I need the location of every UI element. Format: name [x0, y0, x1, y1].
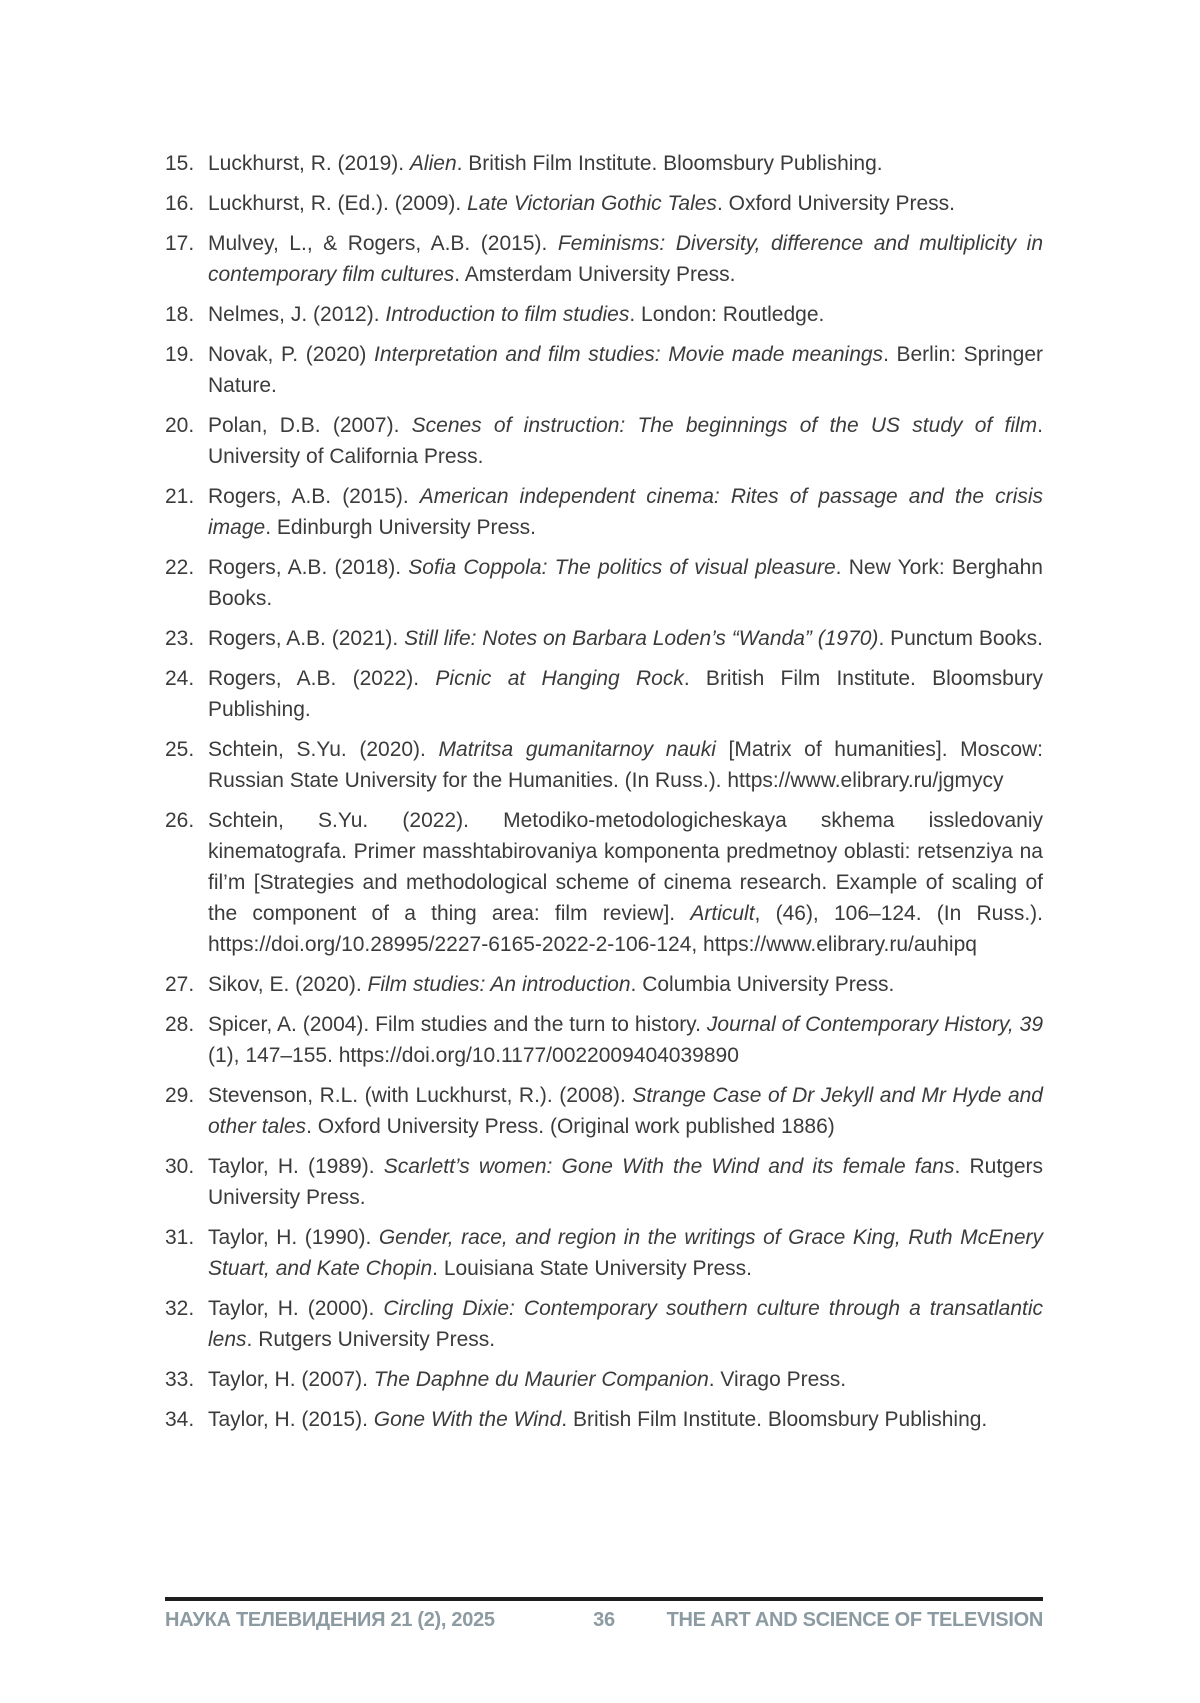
- reference-text: Rogers, A.B. (2021). Still life: Notes on Barbara Loden’s “Wanda” (1970). Punctum Books.: [208, 627, 1044, 650]
- reference-item: [165, 228, 1043, 290]
- reference-number: 29.: [165, 1084, 195, 1107]
- reference-item: [165, 1404, 1043, 1435]
- reference-text: Nelmes, J. (2012). Introduction to film studies. London: Routledge.: [208, 303, 825, 326]
- reference-number: 24.: [165, 667, 195, 690]
- reference-item: [165, 1364, 1043, 1395]
- reference-number: 19.: [165, 343, 195, 366]
- reference-text: Taylor, H. (1990). Gender, race, and region in the writings of Grace King, Ruth McEnery Stuart, and Kate Chopin. Louisiana State University Press.: [208, 1226, 1043, 1280]
- reference-item: [165, 148, 1043, 179]
- reference-number: 15.: [165, 152, 195, 175]
- reference-text: Taylor, H. (2015). Gone With the Wind. British Film Institute. Bloomsbury Publishing.: [208, 1408, 988, 1431]
- reference-number: 25.: [165, 738, 195, 761]
- reference-number: 23.: [165, 627, 195, 650]
- footer-rule: [165, 1597, 1043, 1601]
- reference-item: [165, 188, 1043, 219]
- reference-text: Novak, P. (2020) Interpretation and film studies: Movie made meanings. Berlin: Springer Nature.: [208, 343, 1044, 397]
- reference-item: [165, 552, 1043, 614]
- reference-item: [165, 805, 1043, 960]
- reference-item: [165, 663, 1043, 725]
- reference-number: 26.: [165, 809, 195, 832]
- reference-number: 22.: [165, 556, 195, 579]
- reference-text: Polan, D.B. (2007). Scenes of instruction: The beginnings of the US study of film. University of California Press.: [208, 414, 1043, 468]
- reference-item: [165, 1080, 1043, 1142]
- footer-page-number: 36: [593, 1609, 615, 1631]
- reference-text: Taylor, H. (2007). The Daphne du Maurier Companion. Virago Press.: [208, 1368, 847, 1391]
- reference-text: Schtein, S.Yu. (2020). Matritsa gumanitarnoy nauki [Matrix of humanities]. Moscow: Russian State University for the Humanities. (In Russ.). https://www.elibrary.ru/jgmycy: [208, 738, 1044, 792]
- reference-number: 20.: [165, 414, 195, 437]
- reference-text: Rogers, A.B. (2015). American independent cinema: Rites of passage and the crisis image. Edinburgh University Press.: [208, 485, 1043, 539]
- reference-list: [165, 148, 1043, 1444]
- reference-text: Rogers, A.B. (2022). Picnic at Hanging Rock. British Film Institute. Bloomsbury Publishing.: [208, 667, 1043, 721]
- reference-number: 34.: [165, 1408, 195, 1431]
- reference-text: Rogers, A.B. (2018). Sofia Coppola: The politics of visual pleasure. New York: Berghahn Books.: [208, 556, 1043, 610]
- reference-item: [165, 734, 1043, 796]
- reference-item: [165, 1151, 1043, 1213]
- reference-text: Mulvey, L., & Rogers, A.B. (2015). Feminisms: Diversity, difference and multiplicity in contemporary film cultures. Amsterdam University Press.: [208, 232, 1043, 286]
- reference-number: 16.: [165, 192, 195, 215]
- reference-number: 17.: [165, 232, 195, 255]
- reference-number: 18.: [165, 303, 195, 326]
- reference-item: [165, 481, 1043, 543]
- reference-item: [165, 1222, 1043, 1284]
- reference-text: Stevenson, R.L. (with Luckhurst, R.). (2008). Strange Case of Dr Jekyll and Mr Hyde and other tales. Oxford University Press. (Original work published 1886): [208, 1084, 1043, 1138]
- reference-text: Spicer, A. (2004). Film studies and the turn to history. Journal of Contemporary History, 39 (1), 147–155. https://doi.org/10.1177/0022009404039890: [208, 1013, 1043, 1067]
- reference-number: 21.: [165, 485, 195, 508]
- reference-item: [165, 410, 1043, 472]
- reference-item: [165, 969, 1043, 1000]
- reference-text: Sikov, E. (2020). Film studies: An introduction. Columbia University Press.: [208, 973, 895, 996]
- reference-item: [165, 623, 1043, 654]
- reference-text: Schtein, S.Yu. (2022). Metodiko-metodologicheskaya skhema issledovaniy kinematografa. Primer masshtabirovaniya komponenta predmetnoy oblasti: retsenziya na fil’m [Strategies and methodological scheme of cinema research. Example of scaling of the component of a thing area: film review]. Articult, (46), 106–124. (In Russ.). https://doi.org/10.28995/2227-6165-2022-2-106-124, https://www.elibrary.ru/auhipq: [208, 809, 1043, 956]
- reference-number: 31.: [165, 1226, 195, 1249]
- reference-text: Luckhurst, R. (Ed.). (2009). Late Victorian Gothic Tales. Oxford University Press.: [208, 192, 955, 215]
- footer-journal-title-en: THE ART AND SCIENCE OF TELEVISION: [666, 1609, 1043, 1631]
- reference-number: 28.: [165, 1013, 195, 1036]
- reference-number: 32.: [165, 1297, 195, 1320]
- reference-text: Taylor, H. (1989). Scarlett’s women: Gone With the Wind and its female fans. Rutgers University Press.: [208, 1155, 1044, 1209]
- reference-text: Luckhurst, R. (2019). Alien. British Film Institute. Bloomsbury Publishing.: [208, 152, 883, 175]
- reference-text: Taylor, H. (2000). Circling Dixie: Contemporary southern culture through a transatlantic lens. Rutgers University Press.: [208, 1297, 1043, 1351]
- reference-item: [165, 1009, 1043, 1071]
- reference-number: 33.: [165, 1368, 195, 1391]
- reference-item: [165, 1293, 1043, 1355]
- reference-number: 27.: [165, 973, 195, 996]
- page-footer: [165, 1609, 1043, 1632]
- reference-number: 30.: [165, 1155, 195, 1178]
- footer-journal-title-ru: НАУКА ТЕЛЕВИДЕНИЯ 21 (2), 2025: [165, 1609, 495, 1631]
- reference-item: [165, 339, 1043, 401]
- reference-item: [165, 299, 1043, 330]
